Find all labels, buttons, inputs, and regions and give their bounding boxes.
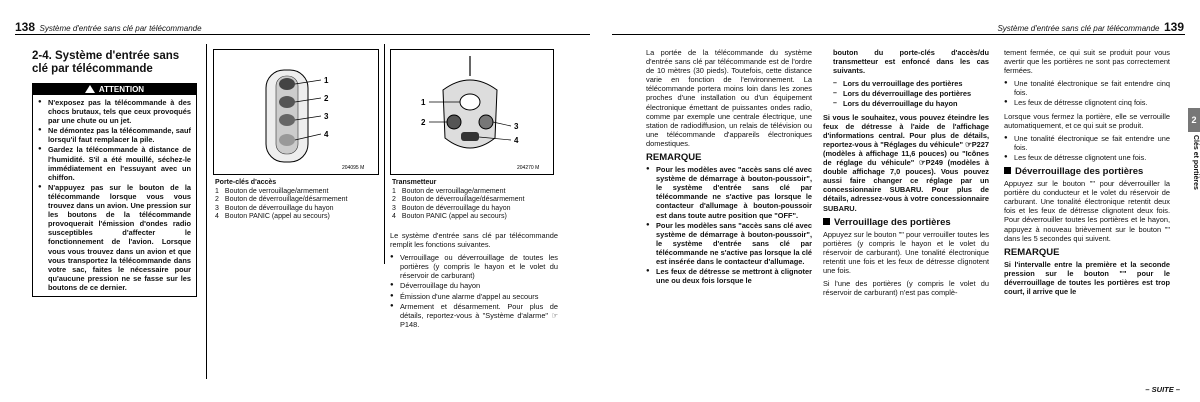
left-middle-divider	[384, 44, 385, 264]
right-page-header	[997, 20, 1184, 34]
figure-transmitter	[390, 49, 554, 175]
remark-title: REMARQUE	[646, 152, 702, 164]
remark-item: ● Pour les modèles avec "accès sans clé avec système de démarrage à bouton-poussoir", le système d'entrée sans clé par télécommande ne s'active pas lorsque le contacteur d'allumage à bouton-poussoir est dans toute autre position que "OFF".	[646, 165, 812, 220]
left-page-number: 138	[15, 20, 36, 34]
autolock-item: ● Les feux de détresse clignotent une fois.	[1004, 153, 1170, 162]
key-fob-illustration	[214, 50, 378, 174]
caption-title: Transmetteur	[392, 179, 437, 186]
remark-2-text: Si l'intervalle entre la première et la seconde pression sur le bouton "" pour le déverrouillage de toutes les portières est trop court, il arrive que le	[1004, 259, 1170, 296]
right-column-3	[1004, 48, 1170, 300]
attention-box	[32, 83, 197, 297]
transmitter-callout: 3	[514, 122, 519, 131]
continued-footer: – SUITE –	[1145, 385, 1180, 394]
function-item: ● Déverrouillage du hayon	[390, 281, 558, 290]
figure-code: 204095 M	[342, 165, 365, 171]
left-column-divider	[206, 44, 207, 379]
functions-block	[390, 231, 558, 330]
remark-list	[646, 165, 812, 285]
warning-triangle-icon	[85, 85, 95, 93]
hazard-settings-paragraph: Si vous le souhaitez, vous pouvez éteindre les feux de détresse à l'aide de l'affichage d'informations central. Pour plus de détails, reportez-vous à "Réglages du véhicule" ☞P227 (modèles à affichage 11,6 pouces) ou "Icônes de réglage du véhicule" ☞P249 (modèles à double affichage 7,0 pouces). Vous pouvez aussi faire changer ce réglage par un concessionnaire SUBARU. Pour plus de détails, adressez-vous à votre concessionnaire SUBARU.	[823, 112, 989, 213]
hazard-cases-list	[823, 79, 989, 108]
attention-item: ● Gardez la télécommande à distance de l'humidité. S'il a été mouillé, séchez-le immédiatement en l'essuyant avec un chiffon.	[38, 145, 191, 181]
transmitter-callout: 4	[514, 136, 519, 145]
fob-callout: 3	[324, 112, 329, 121]
hazard-case: – Lors du déverrouillage des portières	[833, 89, 989, 98]
fob-callout: 1	[324, 76, 329, 85]
section-square-icon	[1004, 167, 1011, 174]
right-header-rule	[612, 34, 1185, 35]
left-header-title: Système d'entrée sans clé par télécommande	[39, 24, 202, 33]
transmitter-caption	[392, 179, 562, 222]
right-page-number: 139	[1163, 20, 1184, 34]
warning-list	[1004, 79, 1170, 107]
fob-callout: 4	[324, 130, 329, 139]
warning-item: ● Les feux de détresse clignotent cinq fois.	[1004, 98, 1170, 107]
autolock-list	[1004, 134, 1170, 162]
attention-item: ● N'appuyez pas sur le bouton de la télécommande lorsque vous vous trouvez dans un avion. Une pression sur les boutons de la télécommande provoquerait l'émission d'ondes radio susceptibles d'affecter le fonctionnement de l'avion. Lorsque vous vous trouvez dans un avion et que vous transportez la télécommande dans votre sac, faites le nécessaire pour qu'aucune pression ne se fasse sur les boutons de ce dernier.	[38, 183, 191, 292]
lock-paragraph-2: Si l'une des portières (y compris le volet du réservoir de carburant) n'est pas complè-	[823, 279, 989, 298]
left-header-rule	[15, 34, 590, 35]
col3-continuation: tement fermée, ce qui suit se produit pour vous avertir que les portières ne sont pas correctement fermées.	[1004, 48, 1170, 76]
transmitter-callout: 1	[421, 98, 426, 107]
section-title: 2-4. Système d'entrée sans clé par télécommande	[32, 50, 180, 75]
autolock-item: ● Une tonalité électronique se fait entendre une fois.	[1004, 134, 1170, 152]
range-paragraph: La portée de la télécommande du système d'entrée sans clé par télécommande est de l'ordre de 10 mètres (30 pieds). Toutefois, cette distance varie en fonction de l'environnement. La télécommande portera moins loin dans les zones proches d'une installation ou d'un équipement électronique émettant de puissantes ondes radio, comme par exemple une centrale électrique, une station de radiodiffusion, un relais de télévision ou une télécommande d'appareils électroniques domestiques.	[646, 48, 812, 148]
attention-label: ATTENTION	[33, 84, 196, 95]
right-header-title: Système d'entrée sans clé par télécommande	[997, 24, 1160, 33]
lock-paragraph: Appuyez sur le bouton "" pour verrouiller toutes les portières (y compris le hayon et le volet du réservoir de carburant). Une tonalité électronique retentit une fois et les feux de détresse clignotent une fois.	[823, 229, 989, 275]
functions-intro: Le système d'entrée sans clé par télécommande remplit les fonctions suivantes.	[390, 231, 558, 250]
attention-item: ● N'exposez pas la télécommande à des chocs brutaux, tels que ceux provoqués par une chute ou un jet.	[38, 98, 191, 125]
remark-item: ● Pour les modèles sans "accès sans clé avec système de démarrage à bouton-poussoir", le système d'entrée sans clé par télécommande ne s'active pas lorsque la clé est insérée dans le contacteur d'allumage.	[646, 221, 812, 266]
remark-title: REMARQUE	[1004, 246, 1060, 258]
section-square-icon	[823, 218, 830, 225]
hazard-case: – Lors du déverrouillage du hayon	[833, 99, 989, 108]
figure-code: 204270 M	[517, 165, 540, 171]
side-tab-label: Clés et portières	[1192, 135, 1199, 190]
transmitter-illustration	[391, 50, 553, 174]
figure-key-fob	[213, 49, 379, 175]
attention-list	[33, 95, 196, 292]
attention-item: ● Ne démontez pas la télécommande, sauf lorsqu'il faut remplacer la pile.	[38, 126, 191, 144]
caption-list: 1 Bouton de verrouillage/armement 2 Bouton de déverrouillage/désarmement 3 Bouton de déverrouillage du hayon 4 Bouton PANIC (appel au secours)	[392, 187, 525, 220]
right-column-1	[646, 48, 812, 286]
autolock-paragraph: Lorsque vous fermez la portière, elle se verrouille automatiquement, et ce qui suit se produit.	[1004, 111, 1170, 130]
functions-list	[390, 253, 558, 329]
key-fob-caption	[215, 179, 380, 222]
unlock-paragraph: Appuyez sur le bouton "" pour déverrouiller la portière du conducteur et le volet du réservoir de carburant. Une tonalité électronique retentit deux fois et les feux de détresse clignotent deux fois. Pour déverrouiller toutes les portières et le hayon, appuyez à nouveau brièvement sur le bouton "" dans les 5 secondes qui suivent.	[1004, 179, 1170, 243]
warning-item: ● Une tonalité électronique se fait entendre cinq fois.	[1004, 79, 1170, 97]
right-column-2	[823, 48, 989, 301]
hazard-case: – Lors du verrouillage des portières	[833, 79, 989, 88]
fob-callout: 2	[324, 94, 329, 103]
function-item: ● Verrouillage ou déverrouillage de toutes les portières (y compris le hayon et le volet du réservoir de carburant)	[390, 253, 558, 280]
function-item: ● Armement et désarmement. Pour plus de détails, reportez-vous à "Système d'alarme" ☞P148.	[390, 302, 558, 329]
col2-continuation: bouton du porte-clés d'accès/du transmetteur est enfoncé dans les cas suivants.	[833, 48, 989, 76]
transmitter-callout: 2	[421, 118, 426, 127]
remark-item: ● Les feux de détresse se mettront à clignoter une ou deux fois lorsque le	[646, 267, 812, 285]
left-column	[32, 50, 197, 297]
lock-section-title: Verrouillage des portières	[823, 217, 989, 228]
function-item: ● Émission d'une alarme d'appel au secours	[390, 292, 558, 301]
side-tab-number: 2	[1188, 108, 1200, 132]
unlock-section-title: Déverrouillage des portières	[1004, 166, 1170, 177]
left-page-header	[15, 20, 202, 34]
caption-list: 1 Bouton de verrouillage/armement 2 Bouton de déverrouillage/désarmement 3 Bouton de déverrouillage du hayon 4 Bouton PANIC (appel au secours)	[215, 187, 348, 220]
caption-title: Porte-clés d'accès	[215, 179, 277, 186]
